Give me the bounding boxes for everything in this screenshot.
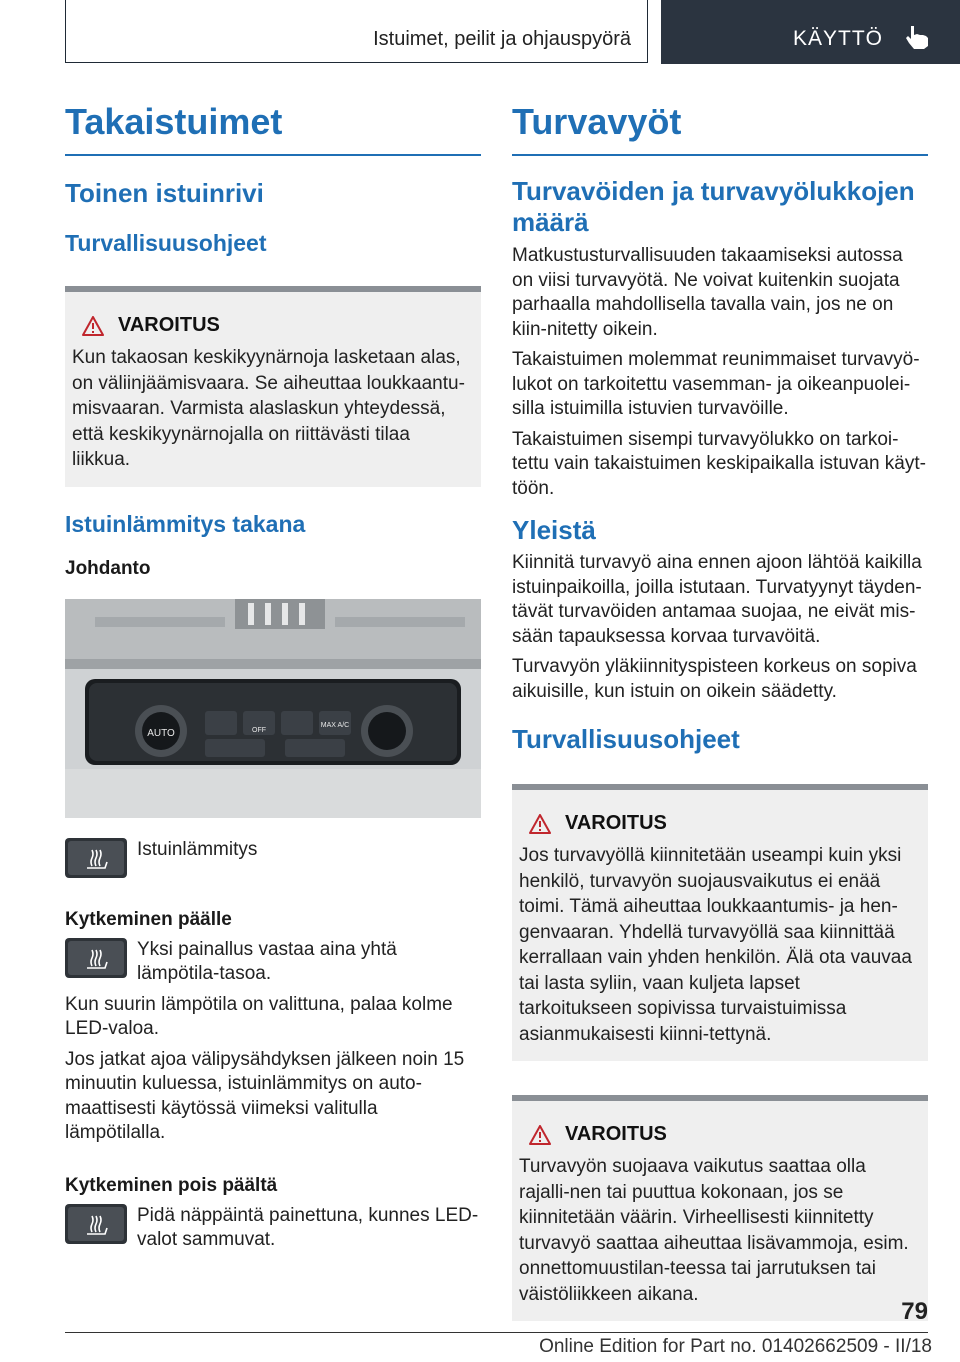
paragraph-auto-resume: Jos jatkat ajoa välipysähdyksen jälkeen noin 15 minuutin kuluessa, istuinlämmitys on auto-maattisesti käytössä viimeksi valitulla lämpötilalla. [65,1048,465,1143]
seat-heating-caption: Istuinlämmitys [137,838,258,860]
header-section-title: Istuimet, peilit ja ohjauspyörä [373,28,631,50]
seat-heating-icon [65,838,127,878]
warning-title [72,314,471,337]
footer-rule [65,1332,928,1333]
warning-box-multiple-persons [512,784,928,1061]
warning-text: Turvavyön suojaava vaikutus saattaa olla rajalli-nen tai puuttua kokonaan, jos se kiinnitetään väärin. Virheellisesti kiinnitetty turvavyö saattaa aiheuttaa lisävammoja, esim. onnettomuustilan-teessa tai jarrutuksen tai väistöliikkeen aikana. [519,1156,909,1305]
heading-introduction: Johdanto [65,557,151,579]
switch-off-text: Pidä näppäintä painettuna, kunnes LED-valot sammuvat. [137,1204,479,1250]
warning-label: VAROITUS [565,812,667,834]
warning-label: VAROITUS [565,1123,667,1145]
seat-heating-button-icon [65,938,127,978]
heading-seat-heating: Istuinlämmitys takana [65,510,306,537]
paragraph-belt-count: Matkustusturvallisuuden takaamiseksi autossa on viisi turvavyötä. Ne voivat kuitenkin suojata parhaalla mahdollisella tavalla vain, jos ne on kiin-nitetty oikein. [512,245,903,340]
warning-text: Jos turvavyöllä kiinnitetään useampi kuin yksi henkilö, turvavyön suojausvaikutus ei enää toimi. Tämä aiheuttaa loukkaantumis- ja hen-genvaaran. Yhdellä turvavyöllä saa kiinnittää kerrallaan vain yhden henkilön. Älä ota vauvaa tai lasta syliin, vaan kuljeta lapset tarkoitukseen sopivissa turvaistuimissa asianmukaisesti kiinni-tettynä. [519,845,912,1045]
warning-text: Kun takaosan keskikyynärnoja lasketaan alas, on väliinjäämisvaara. Se aiheuttaa loukkaantu-misvaaran. Varmista alaslaskun yhteydessä, että keskikyynärnojalla on riittävästi tilaa liikkua. [72,347,465,470]
warning-triangle-icon [82,316,104,336]
heading-switch-off: Kytkeminen pois päältä [65,1174,278,1196]
right-column [512,100,928,1321]
auto-label: AUTO [147,727,175,739]
header-chapter-title: KÄYTTÖ [793,27,884,50]
footer-edition: Online Edition for Part no. 01402662509 - II/18 [539,1336,932,1357]
rear-climate-panel-photo [65,599,481,818]
heading-safety-right: Turvallisuusohjeet [512,724,740,754]
warning-box-incorrect-fastening [512,1095,928,1321]
paragraph-outer-buckles: Takaistuimen molemmat reunimmaiset turvavyö-lukot on tarkoitettu vasemman- ja oikeanpuolei-silla istuimilla istuvien turvavöille. [512,349,920,419]
paragraph-general-1: Kiinnitä turvavyö aina ennen ajoon lähtöä kaikilla istuinpaikoilla, joilla istutaan. Turvatyynyt täyden-tävät turvavöiden antamaa suojaa, ne eivät mis-sään tapauksessa korvaa turvavöitä. [512,552,922,647]
header-section-box [65,0,648,63]
switch-on-row [65,938,481,987]
switch-on-text: Yksi painallus vastaa aina yhtä lämpötila-tasoa. [137,938,397,984]
section-title-rear-seats: Takaistuimet [65,100,481,156]
warning-label: VAROITUS [118,314,220,336]
switch-off-row [65,1204,481,1253]
warning-title [519,1123,918,1146]
left-column [65,100,481,1253]
pointing-hand-icon [903,24,931,50]
heading-belt-count: Turvavöiden ja turvavyölukkojen määrä [512,176,915,237]
page-header [65,0,960,65]
warning-box-armrest [65,286,481,487]
warning-triangle-icon [529,814,551,834]
paragraph-max-temp: Kun suurin lämpötila on valittuna, palaa kolme LED-valoa. [65,993,453,1039]
paragraph-inner-buckle: Takaistuimen sisempi turvavyölukko on tarkoi-tettu vain takaistuimen keskipaikalla istuvan käyt-töön. [512,428,926,499]
max-ac-label: MAX A/C [320,721,350,729]
warning-triangle-icon [529,1125,551,1145]
heading-switch-on: Kytkeminen päälle [65,908,232,930]
page-number: 79 [901,1298,928,1325]
seat-heating-caption-row [65,838,481,878]
paragraph-general-2: Turvavyön yläkiinnityspisteen korkeus on sopiva aikuisille, kun istuin on oikein säädetty. [512,656,917,702]
header-chapter-box [661,0,960,64]
heading-second-row: Toinen istuinrivi [65,178,264,208]
off-label: OFF [252,726,266,734]
warning-title [519,812,918,835]
section-title-seatbelts: Turvavyöt [512,100,928,156]
heading-safety-left: Turvallisuusohjeet [65,230,267,256]
seat-heating-button-icon [65,1204,127,1244]
heading-general: Yleistä [512,515,596,545]
